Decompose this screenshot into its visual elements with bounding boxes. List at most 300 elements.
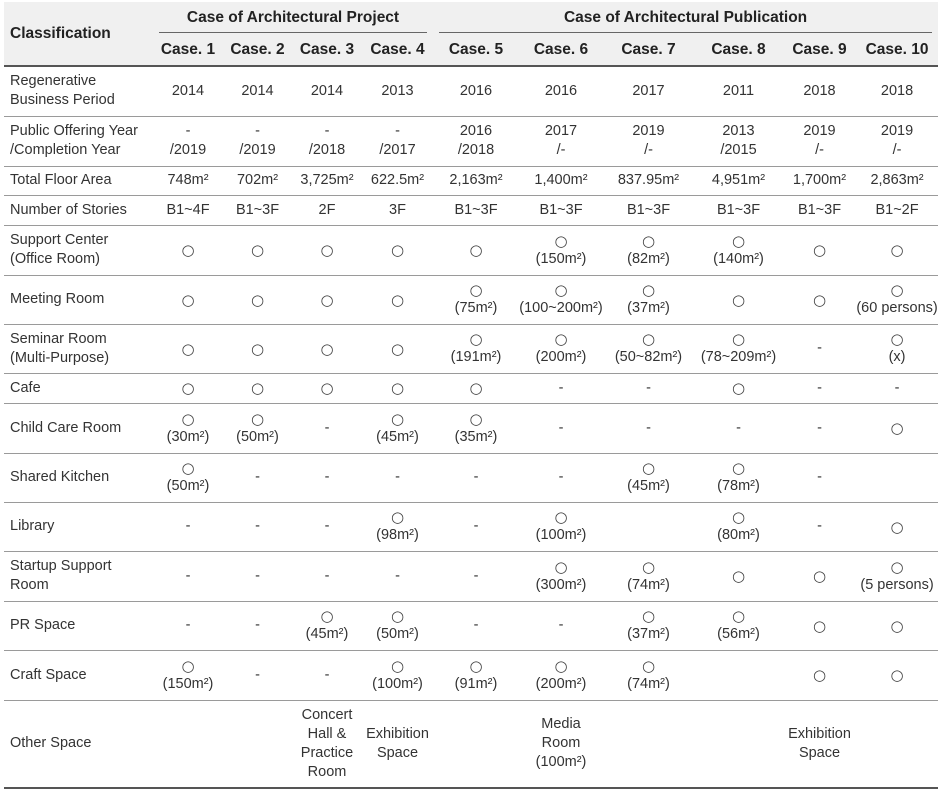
dash-mark: - xyxy=(185,567,191,584)
table-cell xyxy=(519,502,603,551)
row-label-line: Regenerative xyxy=(10,73,97,90)
circle-mark-icon: ○ xyxy=(890,616,904,635)
cell-text: 2013 xyxy=(381,82,414,99)
table-cell xyxy=(694,453,783,502)
table-row xyxy=(4,275,938,324)
table-cell xyxy=(856,195,938,225)
table-cell xyxy=(783,275,856,324)
cell-text: Practice xyxy=(300,744,354,761)
table-row xyxy=(4,700,938,788)
circle-mark-icon: ○ xyxy=(554,231,568,250)
circle-mark-icon: ○ xyxy=(812,666,827,684)
circle-mark-icon: ○ xyxy=(469,281,483,299)
case-header: Case. 3 xyxy=(292,33,362,66)
table-cell xyxy=(694,116,783,166)
table-cell xyxy=(153,66,223,116)
table-cell xyxy=(153,116,223,166)
circle-mark-icon: ○ xyxy=(731,231,746,250)
size-note: (35m²) xyxy=(454,428,498,445)
table-cell xyxy=(603,195,694,225)
row-label-line: Business Period xyxy=(10,92,115,109)
table-cell xyxy=(783,225,856,275)
dash-mark: - xyxy=(185,617,191,633)
case-header: Case. 4 xyxy=(362,33,433,66)
dash-mark: - xyxy=(324,518,330,534)
row-label xyxy=(4,502,153,551)
size-note: (140m²) xyxy=(713,250,764,267)
row-label-line: Seminar Room xyxy=(10,330,107,347)
table-cell xyxy=(362,502,433,551)
table-cell xyxy=(856,373,938,403)
table-cell xyxy=(153,502,223,551)
circle-mark-icon: ○ xyxy=(320,241,334,259)
circle-mark-icon: ○ xyxy=(731,508,746,526)
case-header: Case. 5 xyxy=(433,33,519,66)
case-header: Case. 10 xyxy=(856,33,938,66)
cell-text: Hall & xyxy=(307,725,347,742)
size-note: (300m²) xyxy=(535,576,587,593)
group-header-project: Case of Architectural Project xyxy=(153,2,433,33)
size-note: (150m²) xyxy=(162,675,214,692)
cell-text: 622.5m² xyxy=(370,172,425,188)
row-label xyxy=(4,195,153,225)
circle-mark-icon: ○ xyxy=(250,409,265,428)
table-row xyxy=(4,116,938,166)
table-cell xyxy=(603,116,694,166)
table-cell xyxy=(433,551,519,601)
circle-mark-icon: ○ xyxy=(641,330,656,348)
cell-text: B1~2F xyxy=(875,201,919,218)
table-cell xyxy=(694,700,783,788)
circle-mark-icon: ○ xyxy=(641,231,656,250)
table-cell xyxy=(603,650,694,700)
circle-mark-icon: ○ xyxy=(181,409,195,428)
table-cell xyxy=(694,502,783,551)
dash-mark: - xyxy=(558,617,564,633)
row-label xyxy=(4,225,153,275)
cell-text: 2019 xyxy=(632,123,665,139)
table-cell xyxy=(603,551,694,601)
table-cell xyxy=(694,403,783,453)
case-header: Case. 8 xyxy=(694,33,783,66)
row-label xyxy=(4,166,153,195)
table-row xyxy=(4,601,938,650)
table-cell xyxy=(362,66,433,116)
circle-mark-icon: ○ xyxy=(181,290,195,309)
cell-text: 702m² xyxy=(236,172,279,188)
table-cell xyxy=(153,601,223,650)
table-cell xyxy=(223,551,292,601)
circle-mark-icon: ○ xyxy=(890,419,904,437)
table-cell xyxy=(603,66,694,116)
table-cell xyxy=(603,373,694,403)
size-note: (50m²) xyxy=(166,478,210,494)
classification-header: Classification xyxy=(4,2,153,66)
cell-text: Room xyxy=(307,763,347,780)
table-row xyxy=(4,650,938,700)
table-cell xyxy=(433,403,519,453)
cell-text: 3F xyxy=(389,201,406,218)
case-header: Case. 2 xyxy=(223,33,292,66)
cell-text: 2018 xyxy=(880,82,914,99)
cell-text: 2014 xyxy=(171,82,205,99)
cell-text: 2F xyxy=(318,201,336,218)
table-cell xyxy=(153,700,223,788)
dash-mark: - xyxy=(558,469,564,485)
table-cell xyxy=(292,551,362,601)
cell-text: Concert xyxy=(301,706,353,723)
table-cell xyxy=(362,403,433,453)
table-cell xyxy=(519,225,603,275)
table-cell xyxy=(433,66,519,116)
cell-text: Exhibition xyxy=(366,725,429,742)
table-cell xyxy=(694,551,783,601)
table-cell xyxy=(783,324,856,373)
size-note: (56m²) xyxy=(717,626,760,642)
circle-mark-icon: ○ xyxy=(390,508,405,526)
dash-mark: - xyxy=(473,469,479,485)
table-cell xyxy=(783,601,856,650)
table-row xyxy=(4,324,938,373)
table-cell xyxy=(783,195,856,225)
cell-text: B1~4F xyxy=(166,201,210,218)
table-cell xyxy=(856,275,938,324)
table-cell xyxy=(603,166,694,195)
cell-text: 2,163m² xyxy=(449,172,503,188)
row-label-line: Support Center xyxy=(10,232,109,248)
table-cell xyxy=(223,116,292,166)
table-cell xyxy=(519,275,603,324)
table-cell xyxy=(603,700,694,788)
dash-mark: - xyxy=(558,419,564,436)
table-cell xyxy=(292,453,362,502)
row-label-line: Library xyxy=(10,518,55,534)
dash-mark: - xyxy=(395,123,400,139)
table-cell xyxy=(292,650,362,700)
table-row xyxy=(4,551,938,601)
table-cell xyxy=(292,601,362,650)
row-label-line: Cafe xyxy=(10,379,41,396)
table-cell xyxy=(362,551,433,601)
table-cell xyxy=(292,66,362,116)
table-cell xyxy=(519,116,603,166)
circle-mark-icon: ○ xyxy=(812,616,827,635)
table-row xyxy=(4,195,938,225)
table-cell xyxy=(292,275,362,324)
table-cell xyxy=(362,166,433,195)
table-cell xyxy=(223,66,292,116)
size-note: (78~209m²) xyxy=(700,349,777,365)
table-cell xyxy=(519,601,603,650)
circle-mark-icon: ○ xyxy=(390,656,405,675)
table-cell xyxy=(292,225,362,275)
table-cell xyxy=(292,166,362,195)
circle-mark-icon: ○ xyxy=(554,281,568,299)
cell-text: 2017 xyxy=(632,82,665,99)
table-cell xyxy=(603,502,694,551)
circle-mark-icon: ○ xyxy=(731,459,746,477)
table-row xyxy=(4,373,938,403)
row-label xyxy=(4,601,153,650)
table-cell xyxy=(223,403,292,453)
cell-text: 2018 xyxy=(803,82,836,99)
size-note: (30m²) xyxy=(166,428,210,445)
table-cell xyxy=(153,225,223,275)
circle-mark-icon: ○ xyxy=(731,330,746,348)
circle-mark-icon: ○ xyxy=(390,339,405,358)
size-note: (200m²) xyxy=(535,349,587,365)
table-cell xyxy=(433,650,519,700)
table-cell xyxy=(223,700,292,788)
cell-text: 2011 xyxy=(722,82,755,99)
dash-mark: - xyxy=(646,379,651,396)
table-cell xyxy=(603,403,694,453)
table-cell xyxy=(856,166,938,195)
table-cell xyxy=(519,166,603,195)
table-cell xyxy=(433,373,519,403)
table-cell xyxy=(694,373,783,403)
circle-mark-icon: ○ xyxy=(890,517,904,536)
cell-text: /2019 xyxy=(169,142,207,158)
circle-mark-icon: ○ xyxy=(812,241,827,259)
cell-text: Room xyxy=(541,735,581,752)
circle-mark-icon: ○ xyxy=(731,607,746,625)
table-cell xyxy=(433,116,519,166)
circle-mark-icon: ○ xyxy=(890,281,904,299)
table-cell xyxy=(783,700,856,788)
row-label-line: /Completion Year xyxy=(10,142,121,158)
circle-mark-icon: ○ xyxy=(390,290,405,309)
table-row xyxy=(4,502,938,551)
table-cell xyxy=(292,116,362,166)
size-note: (82m²) xyxy=(627,250,670,267)
table-cell xyxy=(856,551,938,601)
table-cell xyxy=(153,403,223,453)
table-cell xyxy=(856,324,938,373)
circle-mark-icon: ○ xyxy=(469,656,483,675)
table-cell xyxy=(292,502,362,551)
dash-mark: - xyxy=(646,419,651,436)
cell-text: 2016 xyxy=(544,82,578,99)
dash-mark: - xyxy=(324,666,330,683)
table-cell xyxy=(519,66,603,116)
circle-mark-icon: ○ xyxy=(554,656,568,675)
size-note: (45m²) xyxy=(305,626,349,642)
row-label-line: Total Floor Area xyxy=(10,172,112,188)
size-note: (37m²) xyxy=(627,626,670,642)
table-cell xyxy=(519,324,603,373)
table-cell xyxy=(783,116,856,166)
table-cell xyxy=(856,601,938,650)
circle-mark-icon: ○ xyxy=(390,409,405,428)
row-label xyxy=(4,700,153,788)
row-label xyxy=(4,403,153,453)
circle-mark-icon: ○ xyxy=(469,330,483,348)
circle-mark-icon: ○ xyxy=(890,557,904,576)
table-cell xyxy=(694,601,783,650)
table-cell xyxy=(292,373,362,403)
circle-mark-icon: ○ xyxy=(390,241,405,259)
table-cell xyxy=(153,324,223,373)
cell-text: 2019 xyxy=(880,123,914,139)
circle-mark-icon: ○ xyxy=(554,330,568,348)
size-note: (100~200m²) xyxy=(519,300,603,316)
table-cell xyxy=(223,601,292,650)
table-cell xyxy=(433,453,519,502)
circle-mark-icon: ○ xyxy=(390,607,405,625)
dash-mark: - xyxy=(324,123,330,139)
table-cell xyxy=(433,324,519,373)
dash-mark: - xyxy=(395,469,400,485)
row-label-line: (Office Room) xyxy=(10,251,100,267)
table-row xyxy=(4,453,938,502)
table-cell xyxy=(362,275,433,324)
row-label-line: Number of Stories xyxy=(10,201,127,218)
cell-text: 2013 xyxy=(722,123,755,139)
dash-mark: - xyxy=(817,379,822,396)
table-cell xyxy=(292,403,362,453)
row-label-line: Shared Kitchen xyxy=(10,469,110,485)
table-cell xyxy=(433,275,519,324)
cell-text: 4,951m² xyxy=(711,172,766,188)
table-cell xyxy=(783,66,856,116)
size-note: (45m²) xyxy=(376,428,419,445)
dash-mark: - xyxy=(395,567,400,584)
case-header: Case. 9 xyxy=(783,33,856,66)
table-cell xyxy=(694,650,783,700)
table-cell xyxy=(433,195,519,225)
row-label xyxy=(4,650,153,700)
table-cell xyxy=(856,403,938,453)
cell-text: 2016 xyxy=(459,82,493,99)
size-note: (74m²) xyxy=(627,576,670,593)
dash-mark: - xyxy=(185,518,191,534)
table-cell xyxy=(694,225,783,275)
row-label-line: PR Space xyxy=(10,617,76,633)
table-cell xyxy=(153,453,223,502)
table-cell xyxy=(783,453,856,502)
size-note: (150m²) xyxy=(535,250,587,267)
table-cell xyxy=(362,453,433,502)
circle-mark-icon: ○ xyxy=(320,379,334,397)
group-header-publication: Case of Architectural Publication xyxy=(433,2,938,33)
cell-text: /- xyxy=(815,142,824,158)
row-label-line: Craft Space xyxy=(10,666,87,683)
row-label-line: Meeting Room xyxy=(10,291,105,307)
cell-text: B1~3F xyxy=(797,201,842,218)
row-label xyxy=(4,324,153,373)
size-note: (91m²) xyxy=(454,675,498,692)
table-cell xyxy=(362,195,433,225)
row-label xyxy=(4,551,153,601)
size-note: (100m²) xyxy=(535,754,587,771)
table-cell xyxy=(856,650,938,700)
size-note: (98m²) xyxy=(376,527,419,543)
table-cell xyxy=(292,324,362,373)
cell-text: 3,725m² xyxy=(300,172,354,188)
dash-mark: - xyxy=(255,469,260,485)
cell-text: Space xyxy=(798,744,841,761)
size-note: (200m²) xyxy=(535,675,587,692)
circle-mark-icon: ○ xyxy=(320,607,334,625)
table-row xyxy=(4,166,938,195)
size-note: (45m²) xyxy=(627,478,670,494)
dash-mark: - xyxy=(817,419,822,436)
cell-text: 2,863m² xyxy=(870,172,924,188)
table-cell xyxy=(433,601,519,650)
table-cell xyxy=(519,700,603,788)
table-cell xyxy=(783,650,856,700)
circle-mark-icon: ○ xyxy=(181,339,195,358)
table-cell xyxy=(603,275,694,324)
cell-text: 1,700m² xyxy=(792,172,847,188)
cell-text: /2018 xyxy=(308,142,346,158)
dash-mark: - xyxy=(817,469,822,485)
circle-mark-icon: ○ xyxy=(181,379,195,397)
size-note: (60 persons) xyxy=(856,300,938,316)
table-cell xyxy=(223,195,292,225)
size-note: (80m²) xyxy=(717,527,760,543)
table-cell xyxy=(694,275,783,324)
size-note: (50m²) xyxy=(236,428,279,445)
circle-mark-icon: ○ xyxy=(641,656,656,675)
table-cell xyxy=(783,403,856,453)
cell-text: 2014 xyxy=(310,82,344,99)
table-cell xyxy=(153,551,223,601)
circle-mark-icon: ○ xyxy=(731,567,746,585)
cell-text: B1~3F xyxy=(716,201,761,218)
table-cell xyxy=(694,66,783,116)
cell-text: 748m² xyxy=(167,172,209,188)
dash-mark: - xyxy=(255,666,260,683)
size-note: (75m²) xyxy=(454,300,498,316)
table-cell xyxy=(856,225,938,275)
row-label-line: Other Space xyxy=(10,735,92,752)
table-cell xyxy=(433,700,519,788)
table-cell xyxy=(223,502,292,551)
comparison-table xyxy=(4,2,938,789)
table-cell xyxy=(783,166,856,195)
cell-text: B1~3F xyxy=(454,201,498,218)
circle-mark-icon: ○ xyxy=(390,379,405,397)
table-cell xyxy=(223,275,292,324)
table-cell xyxy=(433,225,519,275)
size-note: (100m²) xyxy=(535,527,587,543)
table-cell xyxy=(856,502,938,551)
circle-mark-icon: ○ xyxy=(469,409,483,428)
table-cell xyxy=(223,166,292,195)
cell-text: Space xyxy=(376,744,419,761)
size-note: (191m²) xyxy=(450,349,502,365)
cell-text: 2019 xyxy=(803,123,836,139)
size-note: (37m²) xyxy=(627,300,670,316)
table-cell xyxy=(153,650,223,700)
table-cell xyxy=(519,650,603,700)
dash-mark: - xyxy=(255,518,260,534)
table-cell xyxy=(783,373,856,403)
dash-mark: - xyxy=(894,379,900,396)
table-cell xyxy=(519,373,603,403)
circle-mark-icon: ○ xyxy=(641,557,656,576)
table-cell xyxy=(694,324,783,373)
cell-text: /2018 xyxy=(457,142,495,158)
dash-mark: - xyxy=(255,617,260,633)
cell-text: 837.95m² xyxy=(617,172,680,188)
circle-mark-icon: ○ xyxy=(890,330,904,348)
row-label-line: Room xyxy=(10,577,49,593)
table-cell xyxy=(223,373,292,403)
table-row xyxy=(4,403,938,453)
